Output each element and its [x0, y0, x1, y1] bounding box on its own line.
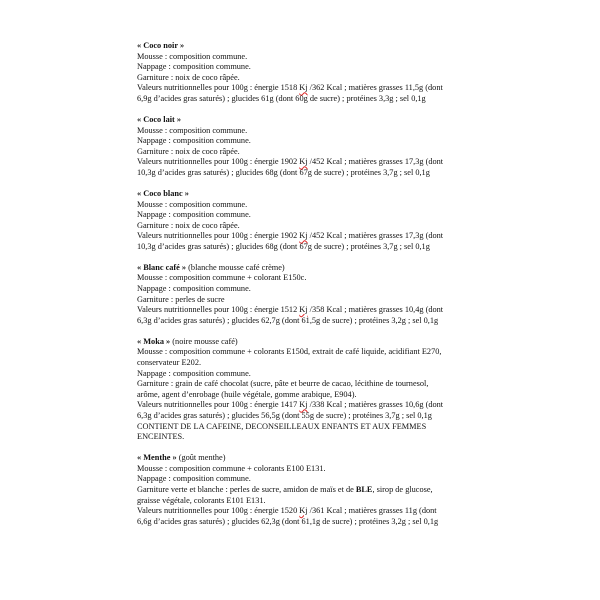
product-title	[137, 115, 469, 126]
nappage-line: Nappage : composition commune.	[137, 368, 251, 378]
product-subtitle: (blanche mousse café crème)	[186, 262, 285, 272]
kj-unit: Kj	[299, 231, 308, 241]
garniture-line: Garniture : noix de coco râpée.	[137, 72, 240, 82]
product-name: « Moka »	[137, 336, 171, 346]
product-subtitle: (noire mousse café)	[170, 336, 238, 346]
nappage-line: Nappage : composition commune.	[137, 210, 251, 220]
nutrition-text-a: Valeurs nutritionnelles pour 100g : énergie 1512	[137, 305, 300, 315]
garniture-line: Garniture : perles de sucre	[137, 294, 225, 304]
product-name: « Menthe »	[137, 453, 177, 463]
nutrition-line	[137, 157, 469, 168]
garniture-line: Garniture : noix de coco râpée.	[137, 220, 240, 230]
mousse-line: Mousse : composition commune + colorants E100 E131.	[137, 463, 326, 473]
nutrition-line-cont: 6,6g d’acides gras saturés) ; glucides 62,3g (dont 61,1g de sucre) ; protéines 3,2g ; sel 0,1g	[137, 516, 439, 526]
product-name: « Blanc café »	[137, 262, 187, 272]
garniture-text-a: Garniture verte et blanche : perles de sucre, amidon de maïs et de	[137, 484, 356, 494]
nutrition-text-a: Valeurs nutritionnelles pour 100g : énergie 1417	[137, 400, 300, 410]
garniture-line: Garniture : noix de coco râpée.	[137, 146, 240, 156]
product-section-blanc-cafe	[137, 263, 469, 327]
product-title	[137, 189, 469, 200]
nutrition-line	[137, 83, 469, 94]
product-title	[137, 337, 469, 348]
nutrition-text-b: /452 Kcal ; matières grasses 17,3g (dont	[307, 231, 444, 241]
garniture-line-cont: graisse végétale, colorants E101 E131.	[137, 495, 266, 505]
kj-unit: Kj	[299, 157, 308, 167]
caffeine-warning-cont: ENCEINTES.	[137, 432, 185, 442]
mousse-line: Mousse : composition commune.	[137, 51, 248, 61]
nutrition-text-a: Valeurs nutritionnelles pour 100g : énergie 1518	[137, 83, 300, 93]
nutrition-line	[137, 231, 469, 242]
nutrition-line-cont: 6,3g d’acides gras saturés) ; glucides 62,7g (dont 61,5g de sucre) ; protéines 3,2g ; sel 0,1g	[137, 315, 439, 325]
nutrition-line-cont: 6,3g d’acides gras saturés) ; glucides 56,5g (dont 55g de sucre) ; protéines 3,7g ; sel 0,1g	[137, 410, 432, 420]
nutrition-line	[137, 506, 469, 517]
garniture-text-c: , sirop de glucose,	[372, 484, 433, 494]
kj-unit: Kj	[299, 506, 308, 516]
nutrition-line-cont: 10,3g d’acides gras saturés) ; glucides 68g (dont 67g de sucre) ; protéines 3,7g ; sel 0,1g	[137, 241, 430, 251]
product-name: « Coco lait »	[137, 114, 182, 124]
nutrition-line-cont: 6,9g d’acides gras saturés) ; glucides 61g (dont 60g de sucre) ; protéines 3,3g ; sel 0,1g	[137, 93, 426, 103]
mousse-line: Mousse : composition commune.	[137, 125, 248, 135]
garniture-line-cont: arôme, agent d’enrobage (huile végétale, gomme arabique, E904).	[137, 389, 357, 399]
allergen-ble: BLE	[355, 484, 373, 494]
nutrition-text-b: /338 Kcal ; matières grasses 10,6g (dont	[307, 400, 444, 410]
product-title	[137, 41, 469, 52]
product-name: « Coco noir »	[137, 41, 185, 50]
kj-unit: Kj	[299, 305, 308, 315]
nutrition-text-b: /362 Kcal ; matières grasses 11,5g (dont	[307, 83, 443, 93]
nutrition-text-b: /361 Kcal ; matières grasses 11g (dont	[307, 506, 437, 516]
caffeine-warning: CONTIENT DE LA CAFEINE, DECONSEILLEAUX ENFANTS ET AUX FEMMES	[137, 421, 427, 431]
product-section-coco-lait	[137, 115, 469, 179]
nappage-line: Nappage : composition commune.	[137, 62, 251, 72]
product-title	[137, 263, 469, 274]
product-name: « Coco blanc »	[137, 188, 189, 198]
nutrition-text-a: Valeurs nutritionnelles pour 100g : énergie 1520	[137, 506, 300, 516]
nutrition-line	[137, 400, 469, 411]
product-section-coco-noir	[137, 41, 469, 105]
document-content	[137, 41, 469, 538]
nutrition-text-a: Valeurs nutritionnelles pour 100g : énergie 1902	[137, 231, 300, 241]
product-section-coco-blanc	[137, 189, 469, 253]
nappage-line: Nappage : composition commune.	[137, 474, 251, 484]
kj-unit: Kj	[299, 83, 308, 93]
nappage-line: Nappage : composition commune.	[137, 284, 251, 294]
product-title	[137, 453, 469, 464]
product-section-moka	[137, 337, 469, 443]
garniture-line: Garniture : grain de café chocolat (sucre, pâte et beurre de cacao, lécithine de tournesol,	[137, 379, 429, 389]
mousse-line: Mousse : composition commune + colorant E150c.	[137, 273, 307, 283]
nappage-line: Nappage : composition commune.	[137, 136, 251, 146]
garniture-line	[137, 485, 469, 496]
kj-unit: Kj	[299, 400, 308, 410]
nutrition-text-b: /358 Kcal ; matières grasses 10,4g (dont	[307, 305, 444, 315]
mousse-line-cont: conservateur E202.	[137, 358, 202, 367]
mousse-line: Mousse : composition commune + colorants E150d, extrait de café liquide, acidifiant E270,	[137, 347, 442, 357]
product-subtitle: (goût menthe)	[176, 453, 226, 463]
mousse-line: Mousse : composition commune.	[137, 199, 248, 209]
nutrition-line-cont: 10,3g d’acides gras saturés) ; glucides 68g (dont 67g de sucre) ; protéines 3,7g ; sel 0,1g	[137, 167, 430, 177]
product-section-menthe	[137, 453, 469, 527]
nutrition-text-a: Valeurs nutritionnelles pour 100g : énergie 1902	[137, 157, 300, 167]
nutrition-text-b: /452 Kcal ; matières grasses 17,3g (dont	[307, 157, 444, 167]
nutrition-line	[137, 305, 469, 316]
